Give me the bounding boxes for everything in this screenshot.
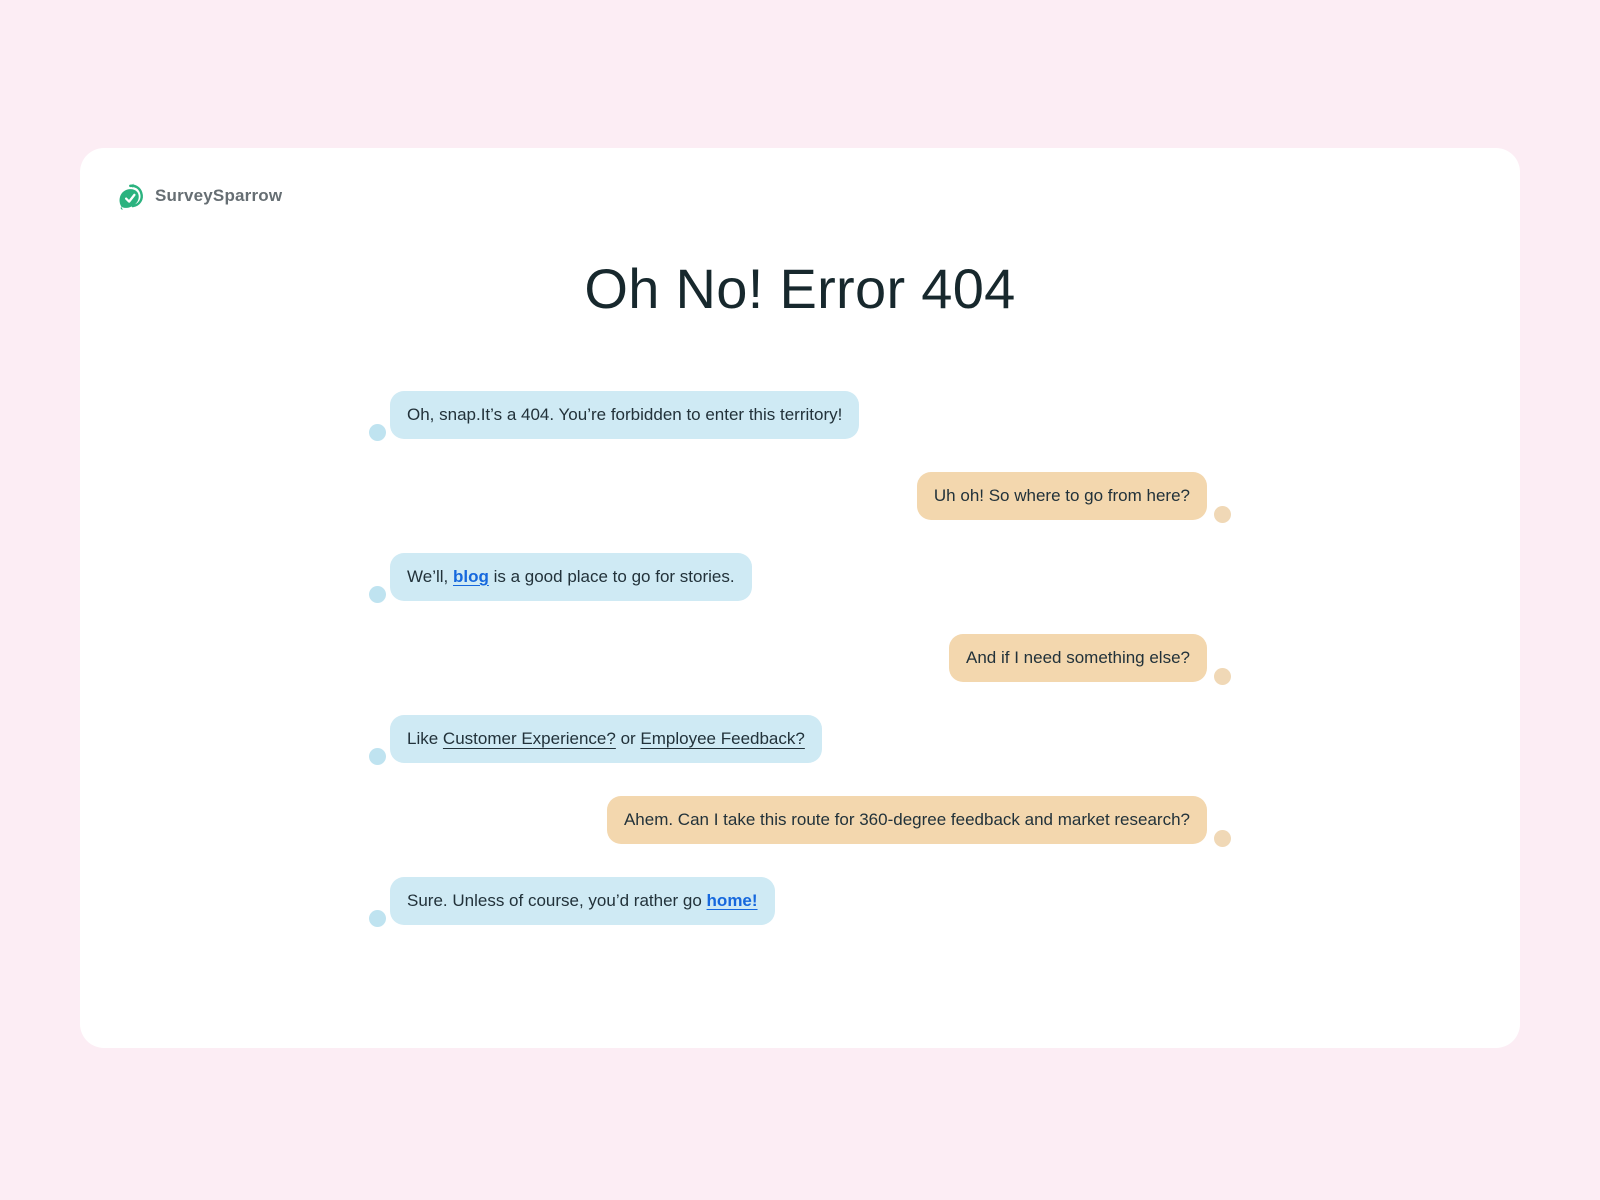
chat-message-row-left [390,553,1207,601]
message-text: or [615,729,641,748]
error-card [80,148,1520,1048]
chat-message-row-right [390,796,1207,844]
message-text: Oh, snap.It’s a 404. You’re forbidden to enter this territory! [407,405,843,424]
bubble-tail-dot [369,586,386,603]
message-text: We’ll, [407,567,453,586]
bubble-tail-dot [1214,668,1231,685]
chat-message-row-left [390,715,1207,763]
employee-feedback-link[interactable]: Employee Feedback? [640,729,805,748]
chat-message-row-left [390,877,1207,925]
message-text: And if I need something else? [966,648,1190,667]
chat-bubble [390,553,752,601]
chat-message-row-right [390,472,1207,520]
customer-experience-link[interactable]: Customer Experience? [442,729,616,748]
chat-bubble [949,634,1207,682]
message-text: Ahem. Can I take this route for 360-degree feedback and market research? [623,810,1190,829]
chat-message-row-left [390,391,1207,439]
chat-conversation [390,391,1207,958]
bubble-tail-dot [1214,506,1231,523]
bubble-tail-dot [369,424,386,441]
surveysparrow-logo[interactable] [116,181,282,211]
message-text: Sure. Unless of course, you’d rather go [407,891,707,910]
home-link[interactable]: home! [706,891,758,910]
message-text: Like [407,729,443,748]
surveysparrow-bird-icon [116,181,146,211]
chat-message-row-right [390,634,1207,682]
bubble-tail-dot [369,910,386,927]
bubble-tail-dot [1214,830,1231,847]
blog-link[interactable]: blog [452,567,489,586]
bubble-tail-dot [369,748,386,765]
chat-bubble [390,877,775,925]
logo-text: SurveySparrow [155,186,283,205]
chat-bubble [607,796,1207,844]
page-title: Oh No! Error 404 [584,257,1016,320]
chat-bubble [917,472,1207,520]
message-text: Uh oh! So where to go from here? [933,486,1190,505]
message-text: is a good place to go for stories. [488,567,735,586]
chat-bubble [390,715,822,763]
chat-bubble [390,391,859,439]
